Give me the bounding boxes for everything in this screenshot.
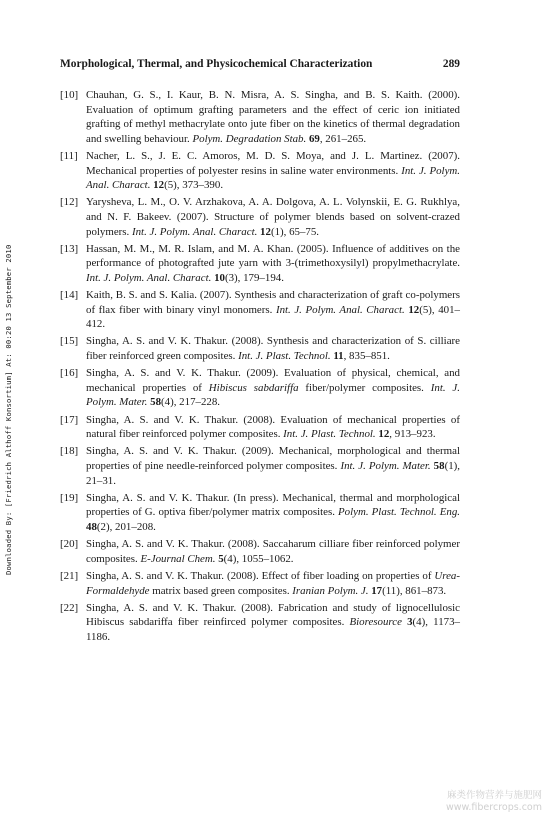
reference-text-run: Singha, A. S. and V. K. Thakur. (2008). Synthesis and characterization of S. cilliare fiber reinforced green composites. <box>86 335 460 363</box>
reference-text-run: (4), 1055–1062. <box>223 552 294 565</box>
running-title: Morphological, Thermal, and Physicochemical Characterization <box>60 58 373 70</box>
reference-text-run: Singha, A. S. and V. K. Thakur. (2008). Fabrication and study of lignocellulosic Hibiscus sabdariffa fiber reinfirced polymer composites. <box>86 601 460 629</box>
page-number: 289 <box>442 58 460 70</box>
reference-italic-run: Int. J. Polym. Anal. Charact. <box>131 225 258 238</box>
reference-item <box>60 195 460 239</box>
reference-text-run: Singha, A. S. and V. K. Thakur. (2008). Evaluation of mechanical properties of natural fiber reinforced polymer composites. <box>86 413 460 441</box>
reference-volume: 12 <box>408 303 420 316</box>
reference-text-run: (5), 373–390. <box>164 179 224 192</box>
reference-text-run: Singha, A. S. and V. K. Thakur. (2009). Evaluation of physical, chemical, and mechanical properties of <box>86 367 460 394</box>
reference-volume: 11 <box>333 350 344 363</box>
download-stamp-text: Downloaded By: [Friedrich Althoff Konsortium] At: 00:20 13 September 2010 <box>4 244 13 575</box>
reference-item <box>60 149 460 193</box>
reference-text <box>86 288 460 332</box>
running-header <box>60 58 460 70</box>
reference-text-run: Singha, A. S. and V. K. Thakur. (2008). Effect of fiber loading on properties of <box>86 569 435 582</box>
reference-text-run: Hassan, M. M., M. R. Islam, and M. A. Khan. (2005). Influence of additives on the performance of photografted jute yarn with 3-(trimethoxysilyl) propylmethacrylate. <box>86 242 460 270</box>
reference-italic-run: Polym. Plast. Technol. Eng. <box>338 506 460 519</box>
reference-text-run: (4), 217–228. <box>161 396 221 409</box>
reference-text <box>86 601 460 645</box>
reference-text <box>86 537 460 566</box>
reference-volume: 12 <box>260 225 271 238</box>
reference-text <box>86 413 460 442</box>
reference-italic-run: Int. J. Plast. Technol. <box>283 428 376 441</box>
reference-italic-run: Int. J. Polym. Anal. Charact. <box>86 271 212 284</box>
reference-item <box>60 413 460 442</box>
reference-number: [21] <box>60 569 79 582</box>
reference-number: [18] <box>60 445 79 458</box>
reference-item <box>60 288 460 332</box>
reference-text <box>86 242 460 286</box>
reference-text-run: , 835–851. <box>343 350 390 363</box>
reference-text-run: Kaith, B. S. and S. Kalia. (2007). Synthesis and characterization of graft co-polymers of flax fiber with binary vinyl monomers. <box>86 289 460 316</box>
reference-italic-run: Urea-Formaldehyde <box>86 569 460 597</box>
reference-text-run: fiber/polymer composites. <box>298 381 431 394</box>
reference-text-run: Singha, A. S. and V. K. Thakur. (2009). Mechanical, morphological and thermal properties of pine needle-reinforced polymer composites. <box>86 445 460 472</box>
reference-item <box>60 444 460 488</box>
reference-text-run: matrix based green composites. <box>149 584 293 597</box>
reference-text-run: Yarysheva, L. M., O. V. Arzhakova, A. A. Dolgova, A. L. Volynskii, E. G. Rukhlya, and N. F. Bakeev. (2007). Structure of polymer blends based on solvent-crazed polymers. <box>86 196 460 238</box>
reference-item <box>60 366 460 410</box>
reference-number: [10] <box>60 89 79 101</box>
reference-italic-run: Polym. Degradation Stab. <box>192 132 307 145</box>
reference-italic-run: Iranian Polym. J. <box>292 584 369 597</box>
reference-volume: 58 <box>433 460 445 472</box>
reference-volume: 58 <box>150 396 162 409</box>
watermark-line-2: www.fibercrops.com <box>445 802 542 813</box>
reference-italic-run: Bioresource <box>349 616 402 629</box>
reference-text <box>86 366 460 410</box>
reference-italic-run: Int. J. Plast. Technol. <box>238 350 331 363</box>
reference-volume: 12 <box>378 428 390 441</box>
reference-italic-run: Int. J. Polym. Anal. Charact. <box>275 303 405 316</box>
reference-item <box>60 334 460 363</box>
reference-text-run: Chauhan, G. S., I. Kaur, B. N. Misra, A. S. Singha, and B. S. Kaith. (2000). Evaluation of optimum grafting parameters and the effect of ceric ion initiated grafting of methyl methacrylate onto jute fiber on the kinetics of thermal degradation and swelling behaviour. <box>86 89 460 145</box>
reference-item <box>60 242 460 286</box>
reference-text <box>86 334 460 363</box>
reference-italic-run: Hibiscus sabdariffa <box>208 381 299 394</box>
reference-number: [22] <box>60 601 79 614</box>
reference-text <box>86 491 460 535</box>
reference-text <box>86 569 460 598</box>
reference-number: [16] <box>60 367 79 380</box>
reference-number: [12] <box>60 196 79 209</box>
reference-text-run: Singha, A. S. and V. K. Thakur. (2008). Saccaharum cilliare fiber reinforced polymer composites. <box>86 538 460 565</box>
reference-volume: 3 <box>407 616 413 629</box>
reference-number: [19] <box>60 491 79 504</box>
reference-volume: 17 <box>371 584 383 597</box>
reference-italic-run: Int. J. Polym. Mater. <box>340 460 431 472</box>
reference-item <box>60 537 460 566</box>
reference-item <box>60 569 460 598</box>
reference-item <box>60 88 460 146</box>
reference-text-run: Singha, A. S. and V. K. Thakur. (In press). Mechanical, thermal and morphological properties of G. optiva fiber/polymer matrix composites. <box>86 491 460 519</box>
reference-text-run: (1), 21–31. <box>86 460 460 487</box>
reference-text-run: (1), 65–75. <box>270 225 320 238</box>
reference-list <box>60 88 460 647</box>
watermark-line-1: 麻类作物营养与施肥网 <box>446 790 542 801</box>
reference-text-run: , 913–923. <box>389 428 436 441</box>
site-watermark <box>446 790 542 814</box>
reference-text-run: , 261–265. <box>319 132 367 145</box>
reference-number: [20] <box>60 538 79 551</box>
reference-text-run: (2), 201–208. <box>96 520 156 533</box>
reference-volume: 5 <box>218 552 224 565</box>
reference-number: [14] <box>60 289 79 302</box>
reference-text <box>86 88 460 146</box>
reference-volume: 69 <box>308 132 320 145</box>
reference-number: [13] <box>60 242 79 255</box>
reference-text-run: (5), 401–412. <box>86 303 460 331</box>
reference-volume: 48 <box>86 520 97 533</box>
reference-text-run: (3), 179–194. <box>224 271 284 284</box>
download-stamp <box>2 245 14 575</box>
reference-number: [11] <box>60 149 78 162</box>
reference-number: [17] <box>60 413 79 426</box>
reference-italic-run: Int. J. Polym. Anal. Charact. <box>86 164 460 192</box>
reference-item <box>60 601 460 645</box>
reference-volume: 10 <box>214 271 225 284</box>
reference-italic-run: Int. J. Polym. Mater. <box>86 381 460 409</box>
reference-text <box>86 444 460 488</box>
reference-italic-run: E-Journal Chem. <box>140 552 216 565</box>
reference-text <box>86 195 460 239</box>
reference-text <box>86 149 460 193</box>
reference-item <box>60 491 460 535</box>
reference-volume: 12 <box>153 179 165 192</box>
reference-number: [15] <box>60 335 79 348</box>
reference-text-run: (11), 861–873. <box>382 584 447 597</box>
reference-text-run: Nacher, L. S., J. E. C. Amoros, M. D. S. Moya, and J. L. Martinez. (2007). Mechanical properties of polyester resins in saline water environments. <box>86 149 460 177</box>
reference-text-run: (4), 1173–1186. <box>86 616 460 643</box>
